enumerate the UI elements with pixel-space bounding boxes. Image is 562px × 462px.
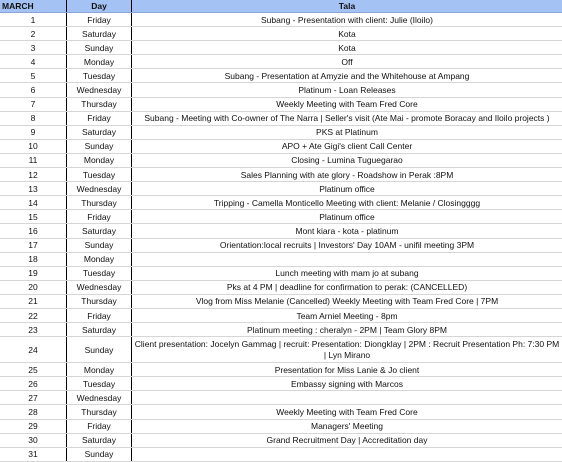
day-cell[interactable]: Friday xyxy=(66,13,132,26)
day-cell[interactable]: Friday xyxy=(66,309,132,322)
tala-cell[interactable]: Presentation for Miss Lanie & Jo client xyxy=(274,364,420,375)
tala-cell[interactable]: Platinum meeting : cheralyn - 2PM | Team Glory 8PM xyxy=(247,324,447,335)
header-month[interactable]: MARCH xyxy=(2,1,34,11)
date-cell[interactable]: 3 xyxy=(30,42,36,53)
date-cell[interactable]: 19 xyxy=(28,268,38,279)
tala-cell[interactable]: Embassy signing with Marcos xyxy=(291,378,403,389)
table-row xyxy=(0,182,562,196)
tala-cell[interactable]: Platinum office xyxy=(319,183,375,194)
day-cell[interactable]: Monday xyxy=(66,253,132,266)
table-row xyxy=(0,391,562,405)
date-cell[interactable]: 5 xyxy=(30,70,36,81)
day-cell[interactable]: Monday xyxy=(66,55,132,68)
day-cell[interactable]: Saturday xyxy=(66,224,132,237)
date-cell[interactable]: 1 xyxy=(30,14,36,25)
tala-cell[interactable]: Kota xyxy=(338,42,356,53)
table-row xyxy=(0,309,562,323)
date-cell[interactable]: 8 xyxy=(30,113,36,124)
tala-cell[interactable]: Pks at 4 PM | deadline for confirmation to perak: (CANCELLED) xyxy=(226,282,468,293)
day-cell[interactable]: Tuesday xyxy=(66,69,132,82)
date-cell[interactable]: 11 xyxy=(28,155,38,166)
date-cell[interactable]: 6 xyxy=(30,85,36,96)
date-cell[interactable]: 2 xyxy=(30,28,36,39)
tala-cell[interactable]: Tripping - Camella Monticello Meeting with client: Melanie / Closingggg xyxy=(213,197,481,208)
table-row xyxy=(0,434,562,448)
date-cell[interactable]: 4 xyxy=(30,56,36,67)
tala-cell[interactable]: Weekly Meeting with Team Fred Core xyxy=(276,406,418,417)
table-row xyxy=(0,337,562,363)
day-cell[interactable]: Sunday xyxy=(66,140,132,153)
day-cell[interactable]: Wednesday xyxy=(66,281,132,294)
day-cell[interactable]: Thursday xyxy=(66,196,132,209)
tala-cell[interactable]: Subang - Presentation with client: Julie (Iloilo) xyxy=(261,14,433,25)
day-cell[interactable]: Friday xyxy=(66,112,132,125)
header-row xyxy=(0,0,562,13)
table-row xyxy=(0,210,562,224)
table-row xyxy=(0,253,562,267)
tala-cell[interactable]: Subang - Meeting with Co-owner of The Narra | Seller's visit (Ate Mai - promote Boracay and Iloilo projects ) xyxy=(144,113,550,124)
table-row xyxy=(0,239,562,253)
date-cell[interactable]: 10 xyxy=(28,141,38,152)
table-row xyxy=(0,281,562,295)
date-cell[interactable]: 20 xyxy=(28,282,38,293)
tala-cell[interactable]: Subang - Presentation at Amyzie and the Whitehouse at Ampang xyxy=(224,70,470,81)
date-cell[interactable]: 18 xyxy=(28,254,38,265)
table-row xyxy=(0,140,562,154)
date-cell[interactable]: 28 xyxy=(28,406,38,417)
day-cell[interactable]: Thursday xyxy=(66,405,132,418)
date-cell[interactable]: 15 xyxy=(28,211,38,222)
tala-cell[interactable] xyxy=(132,391,562,404)
header-tala[interactable]: Tala xyxy=(338,1,356,11)
day-cell[interactable]: Thursday xyxy=(66,295,132,308)
day-cell[interactable]: Sunday xyxy=(66,41,132,54)
tala-cell[interactable]: Managers' Meeting xyxy=(310,421,384,432)
date-cell[interactable]: 29 xyxy=(28,421,38,432)
table-body xyxy=(0,13,562,462)
table-row xyxy=(0,323,562,337)
tala-cell[interactable]: Vlog from Miss Melanie (Cancelled) Weekly Meeting with Team Fred Core | 7PM xyxy=(195,296,499,307)
day-cell[interactable]: Monday xyxy=(66,154,132,167)
table-row xyxy=(0,420,562,434)
day-cell[interactable]: Saturday xyxy=(66,126,132,139)
tala-cell[interactable]: Grand Recruitment Day | Accreditation day xyxy=(266,435,428,446)
day-cell[interactable]: Monday xyxy=(66,363,132,376)
header-day[interactable]: Day xyxy=(66,0,132,12)
date-cell[interactable]: 26 xyxy=(28,378,38,389)
day-cell[interactable]: Saturday xyxy=(66,323,132,336)
tala-cell[interactable]: Platinum - Loan Releases xyxy=(298,85,396,96)
table-row xyxy=(0,112,562,126)
date-cell[interactable]: 17 xyxy=(28,240,38,251)
date-cell[interactable]: 14 xyxy=(28,197,38,208)
tala-cell[interactable]: PKS at Platinum xyxy=(316,127,378,138)
table-row xyxy=(0,55,562,69)
table-row xyxy=(0,69,562,83)
table-row xyxy=(0,154,562,168)
tala-cell[interactable]: Kota xyxy=(338,28,356,39)
tala-cell[interactable]: Lunch meeting with mam jo at subang xyxy=(275,268,419,279)
tala-cell[interactable] xyxy=(132,448,562,461)
table-row xyxy=(0,126,562,140)
table-row xyxy=(0,267,562,281)
day-cell[interactable]: Saturday xyxy=(66,27,132,40)
tala-cell[interactable]: Off xyxy=(341,56,353,67)
table-row xyxy=(0,295,562,309)
day-cell[interactable]: Saturday xyxy=(66,434,132,447)
table-row xyxy=(0,98,562,112)
day-cell[interactable]: Tuesday xyxy=(66,267,132,280)
table-row xyxy=(0,224,562,238)
date-cell[interactable]: 25 xyxy=(28,364,38,375)
date-cell[interactable]: 12 xyxy=(28,169,38,180)
date-cell[interactable]: 7 xyxy=(30,99,36,110)
day-cell[interactable]: Friday xyxy=(66,420,132,433)
tala-cell[interactable]: Team Arniel Meeting - 8pm xyxy=(296,310,398,321)
table-row xyxy=(0,13,562,27)
date-cell[interactable]: 30 xyxy=(28,435,38,446)
day-cell[interactable]: Wednesday xyxy=(66,83,132,96)
tala-cell[interactable]: Sales Planning with ate glory - Roadshow in Perak :8PM xyxy=(240,169,454,180)
date-cell[interactable]: 31 xyxy=(28,449,38,460)
tala-cell[interactable]: Weekly Meeting with Team Fred Core xyxy=(276,99,418,110)
table-row xyxy=(0,41,562,55)
tala-cell[interactable]: Mont kiara - kota - platinum xyxy=(295,225,399,236)
tala-cell[interactable] xyxy=(132,253,562,266)
day-cell[interactable]: Sunday xyxy=(66,239,132,252)
day-cell[interactable]: Sunday xyxy=(66,337,132,362)
date-cell[interactable]: 24 xyxy=(28,344,38,355)
tala-cell[interactable]: Orientation:local recruits | Investors' Day 10AM - unifil meeting 3PM xyxy=(219,240,475,251)
day-cell[interactable]: Sunday xyxy=(66,448,132,461)
day-cell[interactable]: Thursday xyxy=(66,98,132,111)
day-cell[interactable]: Wednesday xyxy=(66,182,132,195)
table-row xyxy=(0,363,562,377)
tala-cell[interactable]: Closing - Lumina Tuguegarao xyxy=(291,155,403,166)
date-cell[interactable]: 27 xyxy=(28,392,38,403)
tala-cell[interactable]: Platinum office xyxy=(319,211,375,222)
date-cell[interactable]: 9 xyxy=(30,127,36,138)
date-cell[interactable]: 23 xyxy=(28,324,38,335)
table-row xyxy=(0,83,562,97)
day-cell[interactable]: Wednesday xyxy=(66,391,132,404)
table-row xyxy=(0,196,562,210)
date-cell[interactable]: 22 xyxy=(28,310,38,321)
day-cell[interactable]: Tuesday xyxy=(66,377,132,390)
tala-cell[interactable]: APO + Ate Gigi's client Call Center xyxy=(281,141,413,152)
table-row xyxy=(0,405,562,419)
table-row xyxy=(0,168,562,182)
date-cell[interactable]: 13 xyxy=(28,183,38,194)
day-cell[interactable]: Friday xyxy=(66,210,132,223)
day-cell[interactable]: Tuesday xyxy=(66,168,132,181)
table-row xyxy=(0,27,562,41)
date-cell[interactable]: 16 xyxy=(28,225,38,236)
tala-cell[interactable]: Client presentation: Jocelyn Gammag | recruit: Presentation: Diongklay | 2PM : Recruit Presentation Ph: 7:30 PM | Lyn Mirano xyxy=(134,338,560,360)
table-row xyxy=(0,377,562,391)
date-cell[interactable]: 21 xyxy=(28,296,38,307)
